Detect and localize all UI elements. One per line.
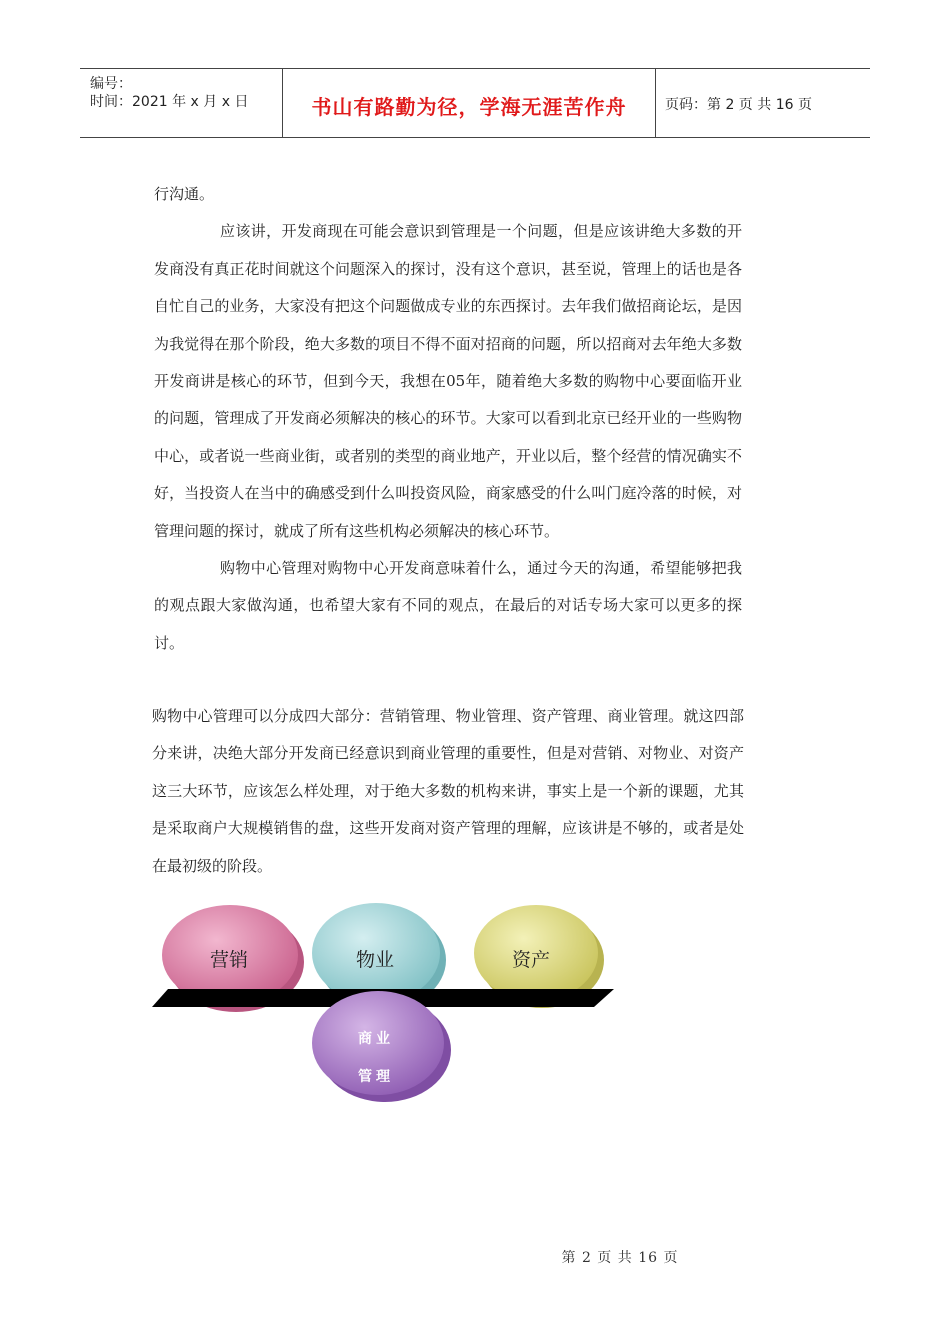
paragraph-4: 购物中心管理可以分成四大部分：营销管理、物业管理、资产管理、商业管理。就这四部分来讲，决绝大部分开发商已经意识到商业管理的重要性，但是对营销、对物业、对资产这三大环节，应该怎么样处理，对于绝大多数的机构来讲，事实上是一个新的课题，尤其是采取商户大规模销售的盘，这些开发商对资产管理的理解，应该讲是不够的，或者是处在最初级的阶段。: [152, 707, 744, 875]
property-label: 物业: [356, 949, 395, 971]
header-motto-cell: [282, 69, 656, 137]
doc-number-label: 编号：: [90, 76, 132, 92]
paragraph-2: 应该讲，开发商现在可能会意识到管理是一个问题，但是应该讲绝大多数的开发商没有真正花时间就这个问题深入的探讨，没有这个意识，甚至说，管理上的话也是各自忙自己的业务，大家没有把这个问题做成专业的东西探讨。去年我们做招商论坛，是因为我觉得在那个阶段，绝大多数的项目不得不面对招商的问题，所以招商对去年绝大多数开发商讲是核心的环节，但到今天，我想在05年，随着绝大多数的购物中心要面临开业的问题，管理成了开发商必须解决的核心的环节。大家可以看到北京已经开业的一些购物中心，或者说一些商业街，或者别的类型的商业地产，开业以后，整个经营的情况确实不好，当投资人在当中的确感受到什么叫投资风险，商家感受的什么叫门庭冷落的时候，对管理问题的探讨，就成了所有这些机构必须解决的核心环节。: [154, 222, 742, 540]
header-motto: 书山有路勤为径，学海无涯苦作舟: [311, 95, 627, 119]
header-page-info: 页码：第 2 页 共 16 页: [665, 97, 812, 113]
paragraph-1: 行沟通。: [154, 185, 215, 203]
commercial-label-bottom: 管理: [358, 1069, 394, 1085]
commercial-label-top: 商业: [358, 1031, 394, 1047]
body-text: [154, 176, 742, 662]
asset-label: 资产: [512, 949, 551, 971]
doc-date-label: 时间：2021 年 x 月 x 日: [90, 94, 249, 110]
marketing-label: 营销: [210, 949, 249, 971]
header-page-cell: [655, 69, 870, 137]
document-header: [80, 68, 870, 138]
page-footer: 第 2 页 共 16 页: [561, 1250, 679, 1266]
management-diagram: [148, 900, 618, 1105]
paragraph-3: 购物中心管理对购物中心开发商意味着什么，通过今天的沟通，希望能够把我的观点跟大家做沟通，也希望大家有不同的观点，在最后的对话专场大家可以更多的探讨。: [154, 559, 742, 652]
header-meta: [80, 69, 282, 137]
body-text-continued: [152, 698, 744, 885]
